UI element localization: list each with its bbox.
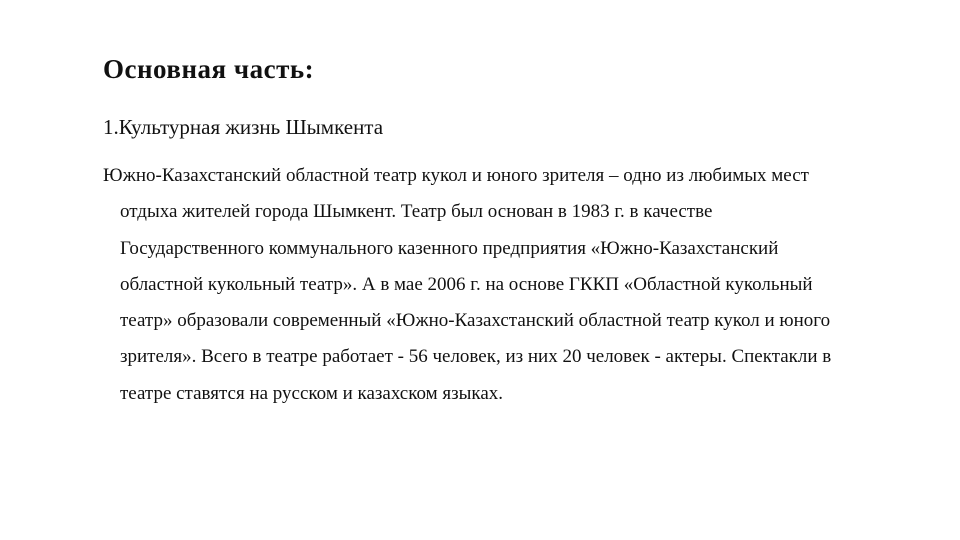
- body-paragraph: [103, 162, 831, 416]
- paragraph-line: Государственного коммунального казенного предприятия «Южно-Казахстанский: [120, 237, 779, 259]
- paragraph-line: театре ставятся на русском и казахском языках.: [120, 382, 504, 404]
- section-heading: 1.Культурная жизнь Шымкента: [103, 115, 384, 139]
- slide-title: Основная часть:: [103, 54, 315, 84]
- paragraph-line: отдыха жителей города Шымкент. Театр был основан в 1983 г. в качестве: [120, 201, 713, 223]
- paragraph-line: театр» образовали современный «Южно-Казахстанский областной театр кукол и юного: [120, 310, 831, 332]
- paragraph-line: областной кукольный театр». А в мае 2006 г. на основе ГККП «Областной кукольный: [120, 273, 813, 295]
- paragraph-line: зрителя». Всего в театре работает - 56 человек, из них 20 человек - актеры. Спектакли в: [120, 346, 832, 368]
- paragraph-line: Южно-Казахстанский областной театр кукол и юного зрителя – одно из любимых мест: [103, 165, 809, 186]
